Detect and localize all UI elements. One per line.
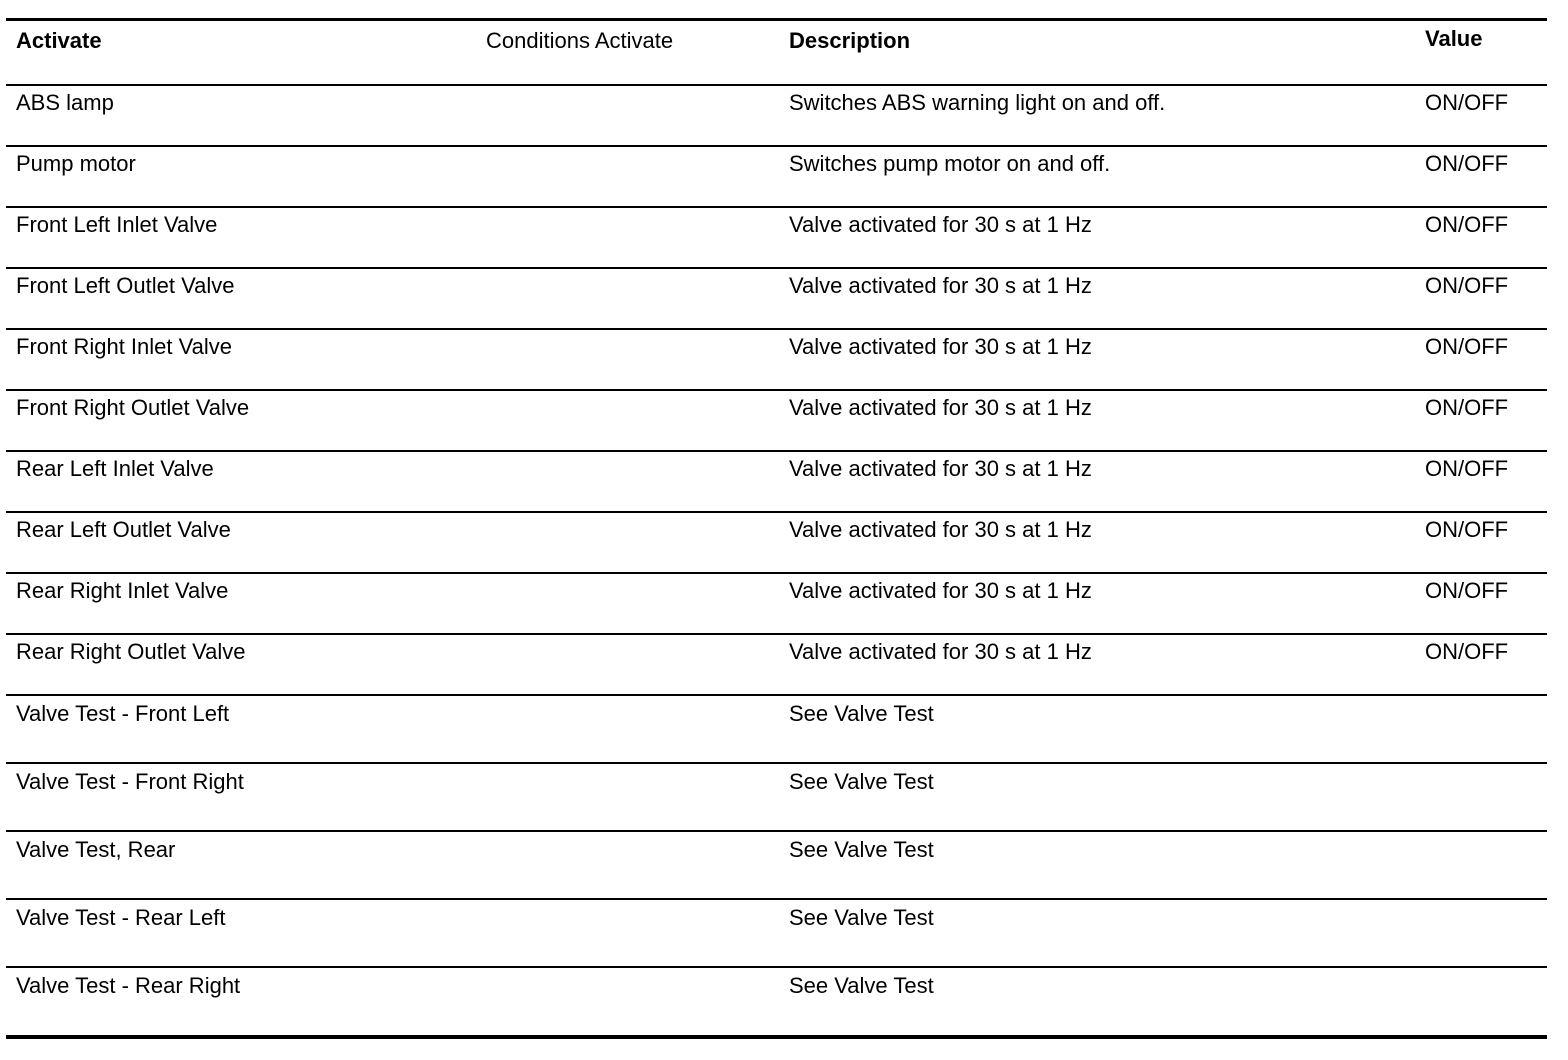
table-row — [6, 512, 1547, 573]
cell-conditions — [479, 763, 780, 831]
table-row — [6, 390, 1547, 451]
table-header — [6, 21, 1547, 85]
cell-activate: Valve Test - Front Left — [16, 701, 230, 726]
cell-value: ON/OFF — [1425, 334, 1509, 359]
cell-value: ON/OFF — [1425, 456, 1509, 481]
table-row — [6, 899, 1547, 967]
cell-activate: Rear Right Inlet Valve — [16, 578, 229, 603]
cell-description: Valve activated for 30 s at 1 Hz — [789, 334, 1092, 359]
table-row — [6, 695, 1547, 763]
cell-conditions — [479, 146, 780, 207]
table-row — [6, 634, 1547, 695]
cell-activate: Valve Test, Rear — [16, 837, 176, 862]
cell-value — [1416, 831, 1547, 899]
table-row — [6, 573, 1547, 634]
cell-description: Valve activated for 30 s at 1 Hz — [789, 578, 1092, 603]
cell-description: See Valve Test — [789, 905, 934, 930]
cell-conditions — [479, 573, 780, 634]
cell-description: Switches ABS warning light on and off. — [789, 90, 1166, 115]
cell-conditions — [479, 512, 780, 573]
cell-activate: Front Right Outlet Valve — [16, 395, 250, 420]
cell-value: ON/OFF — [1425, 395, 1509, 420]
cell-conditions — [479, 451, 780, 512]
cell-activate: Front Right Inlet Valve — [16, 334, 233, 359]
cell-conditions — [479, 967, 780, 1035]
cell-description: Valve activated for 30 s at 1 Hz — [789, 639, 1092, 664]
header-conditions-activate: Conditions Activate — [486, 28, 674, 53]
cell-value: ON/OFF — [1425, 578, 1509, 603]
table-bottom-rule — [6, 1035, 1547, 1039]
cell-conditions — [479, 329, 780, 390]
table-row — [6, 85, 1547, 146]
cell-description: Valve activated for 30 s at 1 Hz — [789, 517, 1092, 542]
cell-description: Switches pump motor on and off. — [789, 151, 1111, 176]
cell-activate: Rear Left Outlet Valve — [16, 517, 231, 542]
cell-value: ON/OFF — [1425, 151, 1509, 176]
cell-description: Valve activated for 30 s at 1 Hz — [789, 395, 1092, 420]
header-value: Value — [1425, 26, 1483, 51]
cell-description: Valve activated for 30 s at 1 Hz — [789, 273, 1092, 298]
header-description: Description — [789, 28, 911, 53]
table-row — [6, 451, 1547, 512]
cell-conditions — [479, 831, 780, 899]
cell-conditions — [479, 899, 780, 967]
cell-description: See Valve Test — [789, 837, 934, 862]
cell-conditions — [479, 695, 780, 763]
cell-activate: Pump motor — [16, 151, 136, 176]
cell-conditions — [479, 85, 780, 146]
cell-activate: Valve Test - Front Right — [16, 769, 244, 794]
cell-activate: Valve Test - Rear Right — [16, 973, 241, 998]
cell-value: ON/OFF — [1425, 90, 1509, 115]
cell-conditions — [479, 390, 780, 451]
cell-activate: ABS lamp — [16, 90, 114, 115]
table-row — [6, 207, 1547, 268]
header-activate: Activate — [16, 28, 102, 53]
table-row — [6, 329, 1547, 390]
cell-value: ON/OFF — [1425, 212, 1509, 237]
cell-conditions — [479, 268, 780, 329]
cell-value — [1416, 967, 1547, 1035]
cell-value: ON/OFF — [1425, 639, 1509, 664]
cell-activate: Front Left Outlet Valve — [16, 273, 235, 298]
cell-activate: Front Left Inlet Valve — [16, 212, 218, 237]
cell-conditions — [479, 207, 780, 268]
cell-description: See Valve Test — [789, 701, 934, 726]
cell-description: Valve activated for 30 s at 1 Hz — [789, 212, 1092, 237]
table-row — [6, 146, 1547, 207]
cell-activate: Rear Left Inlet Valve — [16, 456, 214, 481]
cell-activate: Rear Right Outlet Valve — [16, 639, 246, 664]
cell-conditions — [479, 634, 780, 695]
cell-value: ON/OFF — [1425, 517, 1509, 542]
cell-description: See Valve Test — [789, 973, 934, 998]
table-row — [6, 967, 1547, 1035]
cell-value — [1416, 695, 1547, 763]
header-row — [6, 21, 1547, 85]
activation-table-grid — [6, 21, 1547, 1035]
cell-value — [1416, 899, 1547, 967]
cell-activate: Valve Test - Rear Left — [16, 905, 226, 930]
cell-description: See Valve Test — [789, 769, 934, 794]
table-row — [6, 268, 1547, 329]
table-body — [6, 85, 1547, 1035]
cell-value — [1416, 763, 1547, 831]
cell-value: ON/OFF — [1425, 273, 1509, 298]
table-row — [6, 831, 1547, 899]
activation-table — [6, 18, 1547, 1039]
table-row — [6, 763, 1547, 831]
cell-description: Valve activated for 30 s at 1 Hz — [789, 456, 1092, 481]
